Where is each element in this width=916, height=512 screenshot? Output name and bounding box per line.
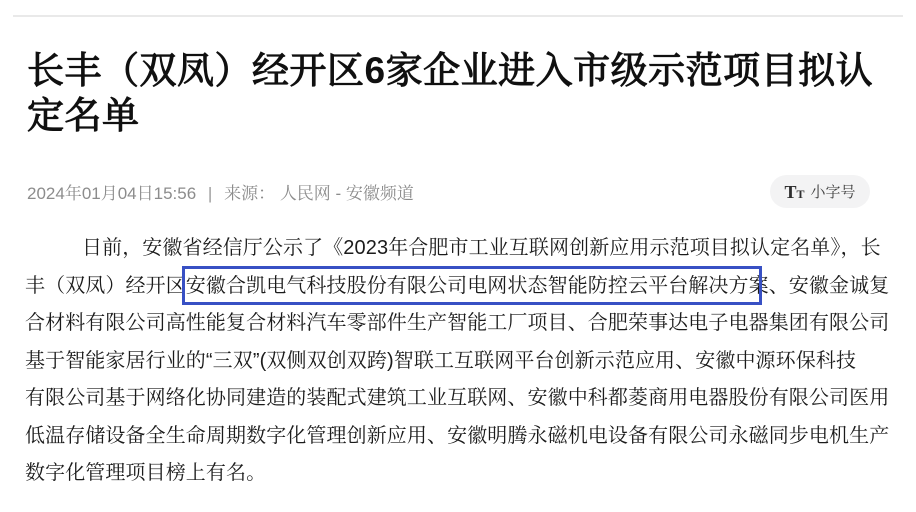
source-label: 来源： bbox=[224, 184, 276, 203]
page-title-line-1: 长丰（双凤）经开区6家企业进入市级示范项目拟认 bbox=[27, 50, 874, 91]
article-paragraph-line: 有限公司基于网络化协同建造的装配式建筑工业互联网、安徽中科都菱商用电器股份有限公司医用 bbox=[25, 387, 890, 409]
font-size-icon bbox=[784, 183, 804, 201]
source-link[interactable]: 人民网 - 安徽频道 bbox=[279, 184, 414, 203]
top-divider bbox=[13, 15, 903, 17]
article-paragraph-line: 丰（双凤）经开区安徽合凯电气科技股份有限公司电网状态智能防控云平台解决方案、安徽金诚复 bbox=[25, 274, 890, 297]
font-size-button-label: 小字号 bbox=[810, 184, 856, 201]
page-title bbox=[27, 48, 873, 138]
article-meta bbox=[27, 179, 414, 204]
article-paragraph-line: 低温存储设备全生命周期数字化管理创新应用、安徽明腾永磁机电设备有限公司永磁同步电机生产 bbox=[25, 424, 890, 447]
font-size-button[interactable] bbox=[770, 175, 870, 208]
article-paragraph-line: 合材料有限公司高性能复合材料汽车零部件生产智能工厂项目、合肥荣事达电子电器集团有限公司 bbox=[25, 312, 890, 334]
meta-separator: | bbox=[207, 184, 213, 203]
publish-datetime: 2024年01月04日15:56 bbox=[27, 184, 197, 203]
font-size-icon-small-t: T bbox=[796, 186, 805, 201]
page-title-line-2: 定名单 bbox=[27, 95, 140, 136]
article-paragraph-line: 日前，安徽省经信厅公示了《2023年合肥市工业互联网创新应用示范项目拟认定名单》，长 bbox=[82, 237, 881, 259]
article-paragraph-line: 基于智能家居行业的“三双”(双侧双创双跨)智联工互联网平台创新示范应用、安徽中源环保科技 bbox=[25, 349, 857, 372]
article-paragraph-line: 数字化管理项目榜上有名。 bbox=[25, 462, 267, 484]
article-body bbox=[25, 230, 913, 493]
font-size-icon-large-t: T bbox=[784, 181, 797, 202]
